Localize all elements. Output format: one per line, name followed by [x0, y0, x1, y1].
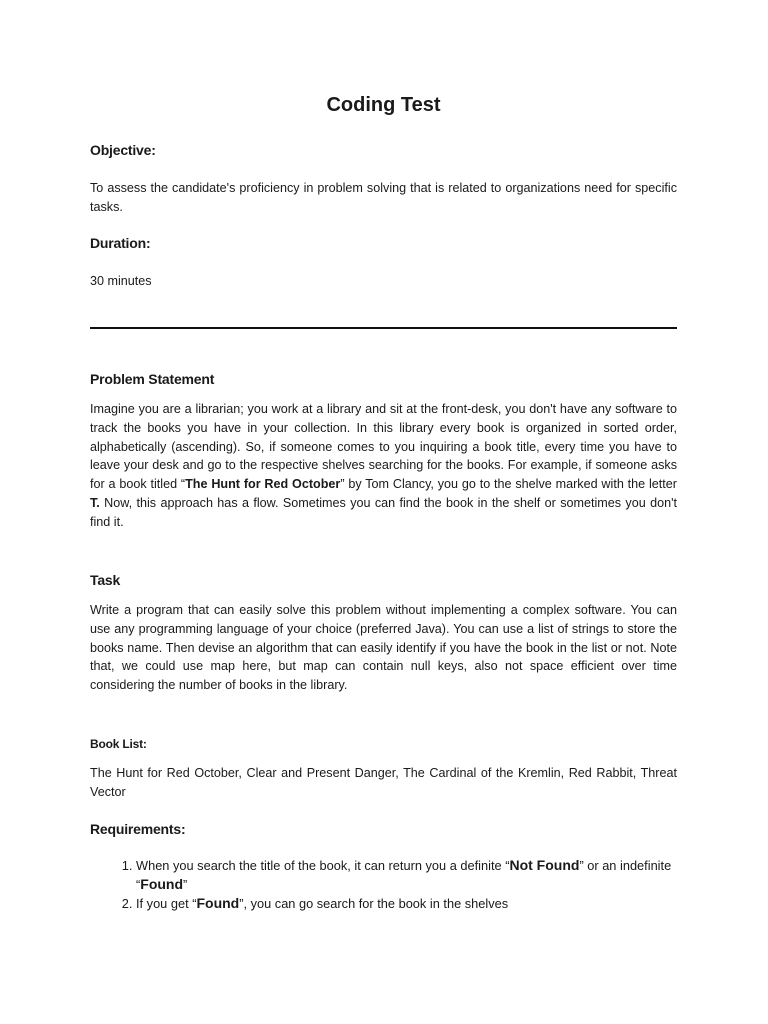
- page-title: Coding Test: [326, 94, 441, 116]
- found-label: Found: [196, 895, 240, 911]
- book-title-example: The Hunt for Red October: [185, 477, 341, 492]
- problem-heading: Problem Statement: [90, 371, 215, 387]
- objective-heading: Objective:: [90, 142, 156, 158]
- duration-heading: Duration:: [90, 235, 151, 251]
- requirement-1-middle: ” or an indefinite “: [136, 858, 672, 892]
- objective-text: To assess the candidate's proficiency in problem solving that is related to organizations need for specific tasks.: [90, 181, 677, 214]
- problem-text-part-1: Imagine you are a librarian; you work at a library and sit at the front-desk, you don't have any software to track the books you have in your collection. In this library every book is organized in sorted order, alphabetically (ascending). So, if someone comes to you inquiring a book title, every time you have to leave your desk and go to the respective shelves searching for the books. For example, if someone asks for a book titled “: [90, 402, 677, 492]
- requirement-1-prefix: When you search the title of the book, it can return you a definite “: [136, 858, 510, 873]
- requirements-heading: Requirements:: [90, 821, 186, 837]
- problem-text: [90, 400, 677, 532]
- requirement-2-suffix: ”, you can go search for the book in the shelves: [239, 896, 509, 911]
- requirement-2-prefix: If you get “: [136, 896, 197, 911]
- task-text: Write a program that can easily solve this problem without implementing a complex software. You can use any programming language of your choice (preferred Java). You can use a list of strings to store the books name. Then devise an algorithm that can easily identify if you have the book in the list or not. Note that, we could use map here, but map can contain null keys, also not space efficient over time considering the number of books in the library.: [90, 603, 677, 693]
- list-item: [136, 894, 723, 913]
- book-list-heading: Book List:: [90, 737, 147, 751]
- problem-text-part-3: Now, this approach has a flow. Sometimes you can find the book in the shelf or sometimes you don't find it.: [90, 495, 677, 529]
- requirement-1-suffix: ”: [183, 877, 188, 892]
- problem-text-part-2: ” by Tom Clancy, you go to the shelve marked with the letter: [340, 477, 677, 492]
- task-heading: Task: [90, 572, 121, 588]
- not-found-label: Not Found: [509, 857, 580, 873]
- list-item: [136, 856, 723, 894]
- shelf-letter: T.: [90, 495, 100, 510]
- duration-text: 30 minutes: [90, 274, 152, 288]
- found-label: Found: [140, 876, 184, 892]
- section-divider: [90, 327, 677, 329]
- book-list-text: The Hunt for Red October, Clear and Present Danger, The Cardinal of the Kremlin, Red Rabbit, Threat Vector: [90, 766, 677, 799]
- requirements-list: [90, 856, 723, 913]
